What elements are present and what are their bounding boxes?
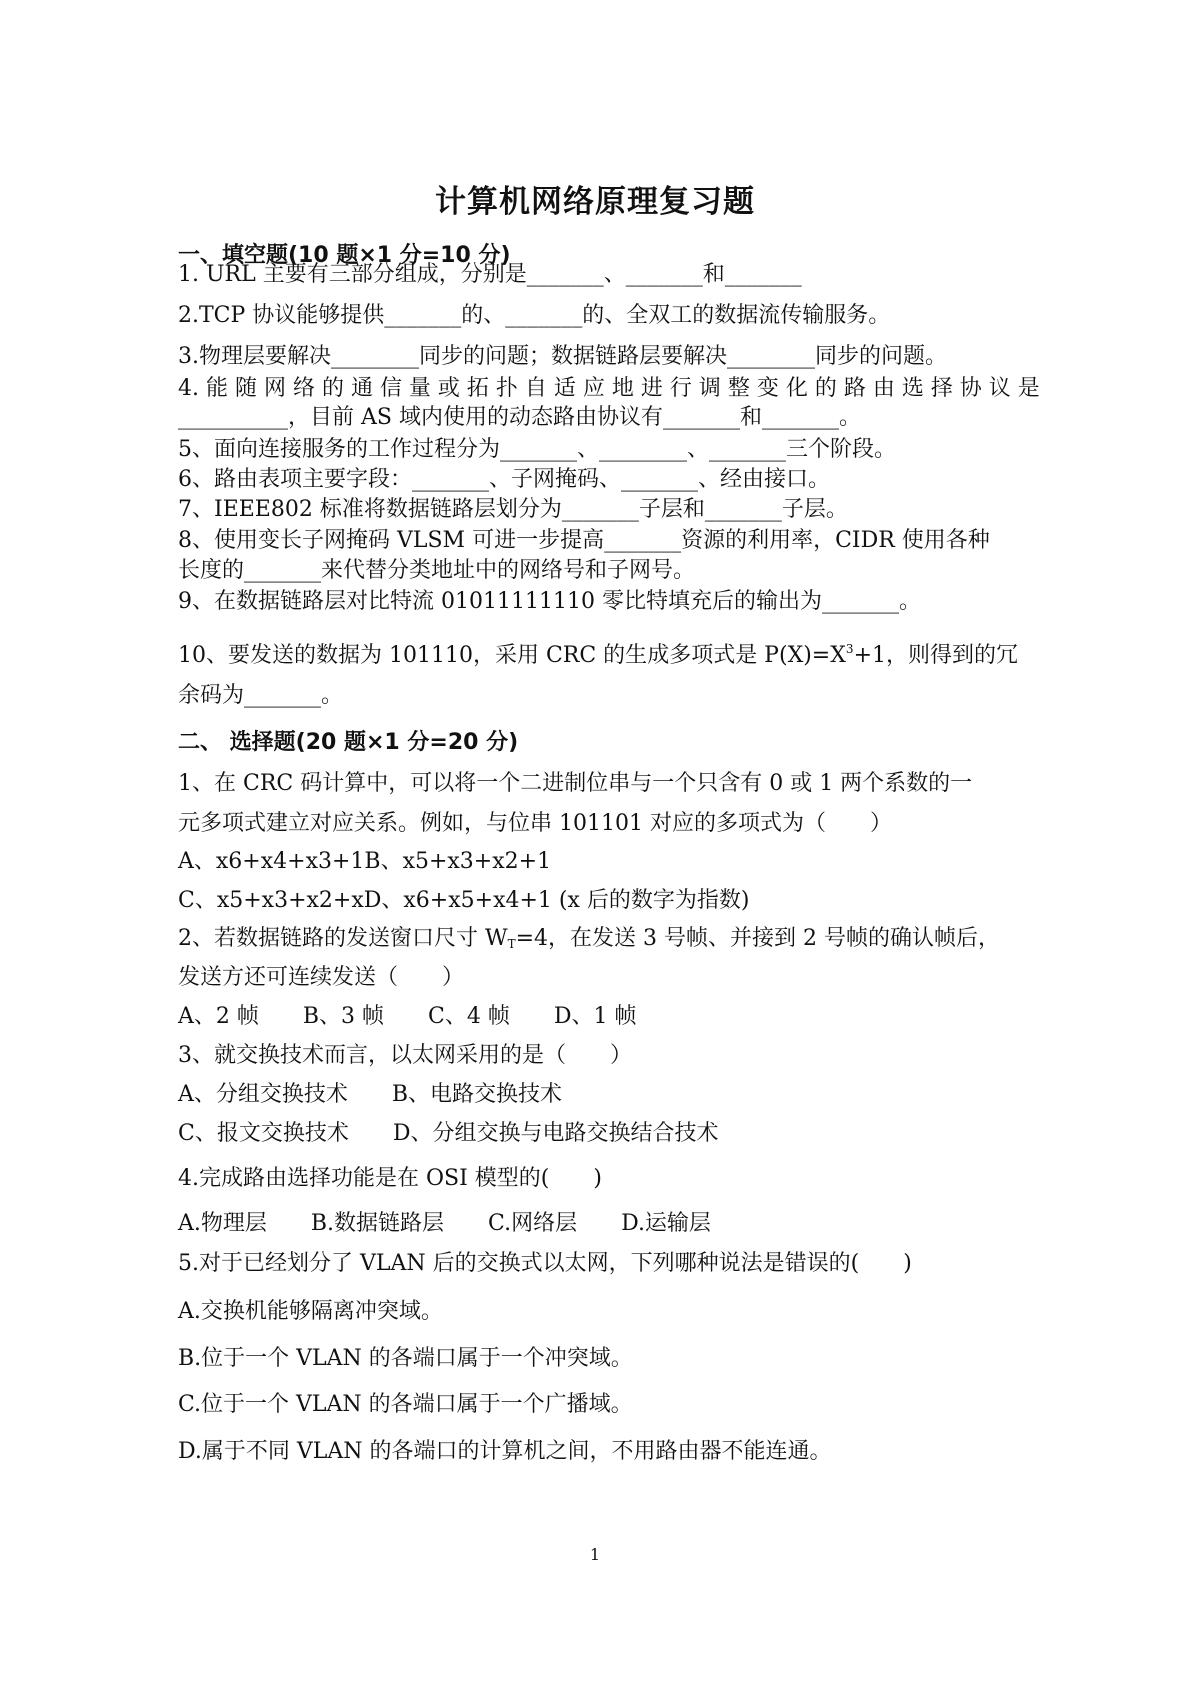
choice-q4: 4.完成路由选择功能是在 OSI 模型的( )	[178, 1166, 602, 1191]
section2-heading: 二、 选择题(20 题×1 分=20 分)	[178, 730, 519, 755]
fill-q8-line1: 8、使用变长子网掩码 VLSM 可进一步提高_______资源的利用率，CIDR 使用各种	[178, 528, 990, 553]
choice-q5-option-d: D.属于不同 VLAN 的各端口的计算机之间，不用路由器不能连通。	[178, 1439, 832, 1464]
q2-text-before: 2、若数据链路的发送窗口尺寸 W	[178, 926, 508, 951]
fill-q10-line2: 余码为_______。	[178, 683, 344, 708]
fill-q2: 2.TCP 协议能够提供_______的、_______的、全双工的数据流传输服务。	[178, 303, 891, 328]
page-title: 计算机网络原理复习题	[435, 184, 755, 220]
choice-q2-line1	[178, 925, 1000, 958]
fill-q10-line1	[178, 635, 1018, 670]
fill-q8-line2: 长度的_______来代替分类地址中的网络号和子网号。	[178, 558, 696, 583]
q10-text-before: 10、要发送的数据为 101110，采用 CRC 的生成多项式是 P(X)=X	[178, 643, 846, 668]
choice-q5-option-a: A.交换机能够隔离冲突域。	[178, 1299, 443, 1324]
choice-q4-options: A.物理层 B.数据链路层 C.网络层 D.运输层	[178, 1211, 711, 1236]
fill-q4-line1: 4. 能 随 网 络 的 通 信 量 或 拓 扑 自 适 应 地 进 行 调 整 变 化 的 路 由 选 择 协 议 是	[178, 376, 1040, 401]
q10-text-after: +1，则得到的冗	[853, 643, 1018, 668]
q10-exponent: 3	[845, 642, 854, 656]
page-number: 1	[589, 1545, 601, 1564]
choice-q1-line2: 元多项式建立对应关系。例如，与位串 101101 对应的多项式为（ ）	[178, 811, 892, 836]
q2-text-after: =4，在发送 3 号帧、并接到 2 号帧的确认帧后，	[515, 926, 1001, 951]
fill-q5: 5、面向连接服务的工作过程分为_______、________、_______三个阶段。	[178, 437, 896, 462]
fill-q3: 3.物理层要解决________同步的问题；数据链路层要解决________同步的问题。	[178, 344, 947, 369]
fill-q9: 9、在数据链路层对比特流 01011111110 零比特填充后的输出为_______。	[178, 589, 921, 614]
fill-q6: 6、路由表项主要字段：_______、子网掩码、_______、经由接口。	[178, 467, 830, 492]
choice-q5-option-b: B.位于一个 VLAN 的各端口属于一个冲突域。	[178, 1346, 633, 1371]
choice-q5: 5.对于已经划分了 VLAN 后的交换式以太网，下列哪种说法是错误的( )	[178, 1251, 912, 1276]
choice-q2-options: A、2 帧 B、3 帧 C、4 帧 D、1 帧	[178, 1004, 637, 1029]
q2-subscript: T	[507, 937, 516, 951]
fill-q4-line2: __________，目前 AS 域内使用的动态路由协议有_______和_______。	[178, 405, 861, 430]
fill-q1: 1. URL 主要有三部分组成，分别是_______、_______和_______	[178, 262, 802, 287]
choice-q1-options-ab: A、x6+x4+x3+1B、x5+x3+x2+1	[178, 849, 552, 874]
choice-q1-options-cd: C、x5+x3+x2+xD、x6+x5+x4+1 (x 后的数字为指数)	[178, 888, 750, 913]
choice-q1-line1: 1、在 CRC 码计算中，可以将一个二进制位串与一个只含有 0 或 1 两个系数的一	[178, 771, 973, 796]
choice-q2-line2: 发送方还可连续发送（ ）	[178, 965, 465, 990]
choice-q3-options-cd: C、报文交换技术 D、分组交换与电路交换结合技术	[178, 1121, 719, 1146]
choice-q5-option-c: C.位于一个 VLAN 的各端口属于一个广播域。	[178, 1392, 633, 1417]
fill-q7: 7、IEEE802 标准将数据链路层划分为_______子层和_______子层。	[178, 497, 848, 522]
choice-q3: 3、就交换技术而言，以太网采用的是（ ）	[178, 1043, 632, 1068]
choice-q3-options-ab: A、分组交换技术 B、电路交换技术	[178, 1082, 563, 1107]
section1-heading: 一、填空题(10 题×1 分=10 分)	[178, 243, 511, 268]
